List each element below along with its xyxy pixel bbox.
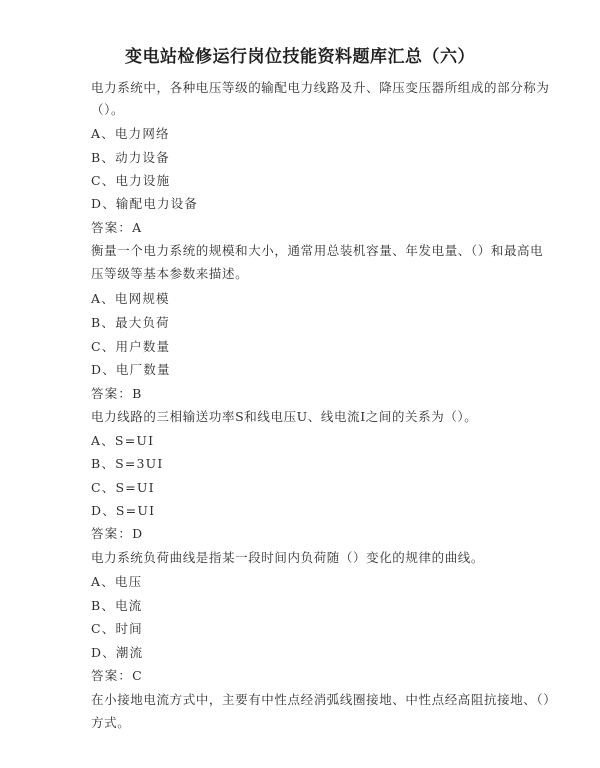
q3-option-a: A、S=UI (91, 433, 155, 448)
q3-answer: 答案：D (91, 526, 144, 541)
q2-answer: 答案：B (91, 386, 143, 401)
q2-option-c: C、用户数量 (91, 339, 171, 354)
q2-option-b: B、最大负荷 (91, 315, 170, 330)
q1-option-d: D、输配电力设备 (91, 196, 199, 211)
q4-option-a: A、电压 (91, 574, 143, 589)
q2-option-d: D、电厂数量 (91, 362, 171, 377)
document-title: 变电站检修运行岗位技能资料题库汇总（六） (125, 47, 475, 67)
q5-stem-line-2: 方式。 (91, 715, 131, 730)
q1-option-c: C、电力设施 (91, 173, 171, 188)
q2-option-a: A、电网规模 (91, 291, 170, 306)
q2-stem-line-2: 压等级等基本参数来描述。 (91, 266, 249, 281)
q4-option-c: C、时间 (91, 621, 143, 636)
q3-stem-line-1: 电力线路的三相输送功率S和线电压U、线电流I之间的关系为（）。 (91, 409, 478, 424)
q1-option-a: A、电力网络 (91, 126, 170, 141)
q1-stem-line-1: 电力系统中，各种电压等级的输配电力线路及升、降压变压器所组成的部分称为 (91, 80, 550, 95)
q2-stem-line-1: 衡量一个电力系统的规模和大小，通常用总装机容量、年发电量、（）和最高电 (91, 243, 544, 258)
q1-answer: 答案：A (91, 220, 143, 235)
q3-option-b: B、S=3UI (91, 456, 164, 471)
q3-option-c: C、S=UI (91, 480, 155, 495)
q4-option-b: B、电流 (91, 598, 143, 613)
q3-option-d: D、S=UI (91, 503, 156, 518)
q5-stem-line-1: 在小接地电流方式中，主要有中性点经消弧线圈接地、中性点经高阻抗接地、（） (91, 692, 557, 707)
q1-option-b: B、动力设备 (91, 150, 170, 165)
q4-answer: 答案：C (91, 668, 143, 683)
q1-stem-line-2: （）。 (91, 102, 125, 117)
q4-option-d: D、潮流 (91, 645, 144, 660)
q4-stem-line-1: 电力系统负荷曲线是指某一段时间内负荷随（）变化的规律的曲线。 (91, 550, 485, 565)
